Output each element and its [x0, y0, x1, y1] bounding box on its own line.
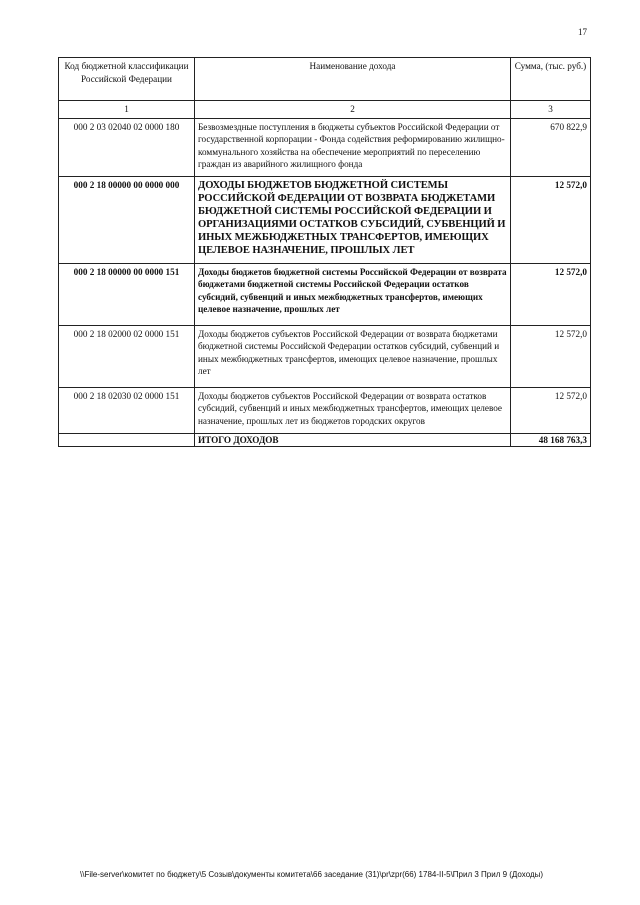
- row-name: ДОХОДЫ БЮДЖЕТОВ БЮДЖЕТНОЙ СИСТЕМЫ РОССИЙСКОЙ ФЕДЕРАЦИИ ОТ ВОЗВРАТА БЮДЖЕТАМИ БЮДЖЕТНОЙ СИСТЕМЫ РОССИЙСКОЙ ФЕДЕРАЦИИ И ОРГАНИЗАЦИЯМИ ОСТАТКОВ СУБСИДИЙ, СУБВЕНЦИЙ И ИНЫХ МЕЖБЮДЖЕТНЫХ ТРАНСФЕРТОВ, ИМЕЮЩИХ ЦЕЛЕВОЕ НАЗНАЧЕНИЕ, ПРОШЛЫХ ЛЕТ: [195, 176, 511, 263]
- row-name: Доходы бюджетов субъектов Российской Федерации от возврата остатков субсидий, субвенций и иных межбюджетных трансфертов, имеющих целевое назначение, прошлых лет из бюджетов городских округов: [195, 387, 511, 433]
- table-row: [59, 387, 591, 433]
- column-number: 2: [195, 101, 511, 119]
- file-path-footer: \\File-server\комитет по бюджету\5 Созыв\документы комитета\66 заседание (31)\pr\zpr(66) 1784-II-5\Прил 3 Прил 9 (Доходы): [80, 870, 544, 879]
- row-sum: 12 572,0: [511, 387, 591, 433]
- revenue-table: [58, 57, 591, 447]
- header-name: Наименование дохода: [195, 58, 511, 101]
- column-number: 3: [511, 101, 591, 119]
- table-row: [59, 118, 591, 176]
- row-sum: 670 822,9: [511, 118, 591, 176]
- row-name: Безвозмездные поступления в бюджеты субъектов Российской Федерации от государственной корпорации - Фонда содействия реформированию жилищно-коммунального хозяйства на обеспечение мероприятий по переселению граждан из аварийного жилищного фонда: [195, 118, 511, 176]
- row-code: 000 2 18 02030 02 0000 151: [59, 387, 195, 433]
- table-row: [59, 176, 591, 263]
- header-code: Код бюджетной классификации Российской Федерации: [59, 58, 195, 101]
- page-number: 17: [578, 27, 587, 37]
- row-code: 000 2 18 02000 02 0000 151: [59, 325, 195, 387]
- total-code: [59, 433, 195, 446]
- row-name: Доходы бюджетов бюджетной системы Российской Федерации от возврата бюджетами бюджетной системы Российской Федерации остатков субсидий, субвенций и иных межбюджетных трансфертов, имеющих целевое назначение, прошлых лет: [195, 263, 511, 325]
- header-sum: Сумма, (тыс. руб.): [511, 58, 591, 101]
- row-code: 000 2 18 00000 00 0000 000: [59, 176, 195, 263]
- total-label: ИТОГО ДОХОДОВ: [195, 433, 511, 446]
- column-number-row: [59, 101, 591, 119]
- table-row: [59, 263, 591, 325]
- row-sum: 12 572,0: [511, 176, 591, 263]
- row-name: Доходы бюджетов субъектов Российской Федерации от возврата бюджетами бюджетной системы Российской Федерации остатков субсидий, субвенций и иных межбюджетных трансфертов, имеющих целевое назначение, прошлых лет: [195, 325, 511, 387]
- column-number: 1: [59, 101, 195, 119]
- row-sum: 12 572,0: [511, 263, 591, 325]
- row-code: 000 2 03 02040 02 0000 180: [59, 118, 195, 176]
- table-header-row: [59, 58, 591, 101]
- row-sum: 12 572,0: [511, 325, 591, 387]
- row-code: 000 2 18 00000 00 0000 151: [59, 263, 195, 325]
- total-sum: 48 168 763,3: [511, 433, 591, 446]
- total-row: [59, 433, 591, 446]
- table-row: [59, 325, 591, 387]
